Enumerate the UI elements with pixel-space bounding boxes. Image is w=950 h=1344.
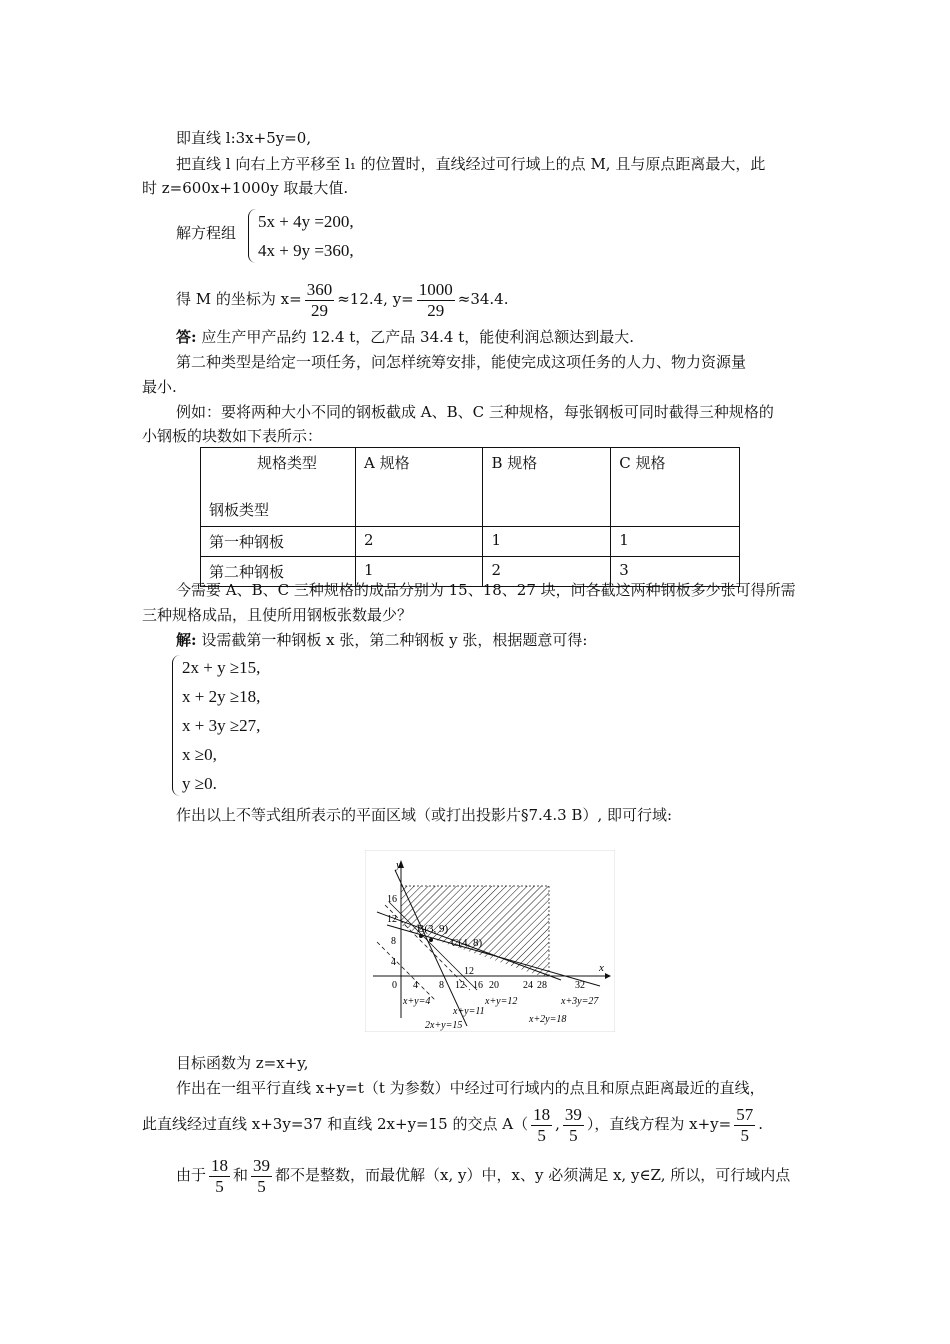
x-tick: 8: [439, 980, 444, 991]
corner-cell: [201, 448, 356, 527]
example-line: 例如：要将两种大小不同的钢板截成 A、B、C 三种规格，每张钢板可同时截得三种规格的: [176, 403, 774, 421]
header-b: B 规格: [483, 448, 611, 527]
equation-row: 4x + 9y =360,: [258, 241, 354, 260]
y-axis-label: y: [396, 859, 401, 871]
denominator: 5: [251, 1176, 272, 1197]
region-line: 作出以上不等式组所表示的平面区域（或打出投影片§7.4.3 B）, 即可行域:: [176, 806, 673, 824]
cell-a: 1: [356, 557, 483, 587]
example-cont: 小钢板的块数如下表所示：: [142, 427, 323, 445]
fraction-ax: [531, 1105, 552, 1146]
type2-line: 第二种类型是给定一项任务，问怎样统筹安排，能使完成这项任务的人力、物力资源量: [176, 353, 747, 371]
equation-row: 5x + 4y =200,: [258, 212, 354, 231]
y-tick: 4: [391, 957, 396, 968]
integer-prefix: 由于: [176, 1166, 207, 1184]
line-label: x+y=12: [485, 996, 518, 1007]
numerator: 39: [564, 1104, 582, 1124]
line-equation-text: ），直线方程为 x+y=: [586, 1115, 732, 1133]
header-c: C 规格: [611, 448, 740, 527]
numerator: 39: [253, 1155, 271, 1175]
cell-b: 2: [483, 557, 611, 587]
denominator: 5: [209, 1176, 230, 1197]
need-cont: 三种规格成品，且使所用钢板张数最少？: [142, 606, 413, 624]
inequality-system: [172, 653, 260, 798]
solve-label: 解方程组: [176, 224, 237, 242]
cell-c: 3: [611, 557, 740, 587]
fraction-x: [305, 280, 335, 321]
x-tick: 4: [413, 980, 418, 991]
para-translate: 把直线 l 向右上方平移至 l₁ 的位置时，直线经过可行域上的点 M, 且与原点距离最大，此: [176, 155, 766, 173]
intersection-line: 此直线经过直线 x+3y=37 和直线 2x+y=15 的交点 A（ $\frac{18}{5}$ , $\frac{39}{5}$ ），直线方程为 x+y= $\frac{57}{5}$ .: [142, 1104, 763, 1145]
m-x-approx: ≈12.4, y=: [337, 290, 414, 308]
row-name: 第一种钢板: [201, 527, 356, 557]
para-translate-cont: 时 z=600x+1000y 取最大值.: [142, 179, 349, 197]
fraction-y: [417, 280, 455, 321]
denominator: 29: [305, 300, 335, 321]
inequality-row: y ≥0.: [182, 774, 217, 793]
origin-label: 0: [392, 980, 397, 991]
y-tick: 16: [387, 894, 397, 905]
table-row: [201, 527, 740, 557]
numerator: 18: [211, 1155, 229, 1175]
type2-cont: 最小.: [142, 378, 177, 396]
x-tick: 24: [523, 980, 533, 991]
line-x-y-4: [377, 942, 435, 1000]
inequality-row: x ≥0,: [182, 745, 217, 764]
numerator: 1000: [418, 279, 453, 299]
fraction-eq: [734, 1105, 755, 1146]
solution-text: 设需截第一种钢板 x 张，第二种钢板 y 张，根据题意可得:: [201, 631, 588, 649]
header-a: A 规格: [356, 448, 483, 527]
line-label: x+y=4: [403, 996, 431, 1007]
m-coordinate-line: [176, 276, 509, 322]
fraction-18-5: [209, 1156, 230, 1197]
objective-line: 目标函数为 z=x+y,: [176, 1054, 309, 1072]
x-tick: 28: [537, 980, 547, 991]
cell-b: 1: [483, 527, 611, 557]
answer-line: [176, 327, 634, 347]
y-tick: 8: [391, 936, 396, 947]
inequality-row: x + 3y ≥27,: [182, 716, 261, 735]
line-label: x+y=11: [453, 1006, 485, 1017]
fraction-39-5: [251, 1156, 272, 1197]
line-label: x+2y=18: [529, 1014, 567, 1025]
intersection-text: 此直线经过直线 x+3y=37 和直线 2x+y=15 的交点 A（: [142, 1115, 529, 1133]
integer-mid: 和: [233, 1166, 249, 1184]
solution-label: 解:: [176, 631, 197, 649]
x-tick: 12: [455, 980, 465, 991]
denominator: 5: [734, 1125, 755, 1146]
equation-system-1: [248, 207, 354, 265]
denominator: 29: [417, 300, 455, 321]
point-b-label: B(3, 9): [417, 923, 449, 935]
parallel-line: 作出在一组平行直线 x+y=t（t 为参数）中经过可行域内的点且和原点距离最近的直线，: [176, 1079, 765, 1097]
spec-table: [200, 447, 740, 587]
denominator: 5: [531, 1125, 552, 1146]
inequality-row: x + 2y ≥18,: [182, 687, 261, 706]
feasible-region-figure: [365, 850, 615, 1032]
table-header-row: [201, 448, 740, 527]
row-name: 第二种钢板: [201, 557, 356, 587]
left-brace: [172, 655, 181, 796]
x-axis-label: x: [599, 962, 604, 974]
numerator: 57: [736, 1104, 754, 1124]
cell-c: 1: [611, 527, 740, 557]
solution-line: [176, 630, 587, 650]
x-tick: 32: [575, 980, 585, 991]
y-tick: 12: [387, 914, 397, 925]
para-line-l: 即直线 l:3x+5y=0,: [176, 129, 312, 147]
left-brace: [248, 209, 257, 263]
x-tick: 20: [489, 980, 499, 991]
fraction-ay: [563, 1105, 584, 1146]
numerator: 360: [306, 279, 333, 299]
integer-text: 都不是整数，而最优解（x, y）中，x、y 必须满足 x, y∈Z, 所以，可行域内点: [275, 1166, 791, 1184]
need-line: 今需要 A、B、C 三种规格的成品分别为 15、18、27 块，问各截这两种钢板多少张可得所需: [176, 581, 796, 599]
x-axis-arrow: [605, 973, 611, 979]
answer-label: 答:: [176, 328, 197, 346]
line-label: 2x+y=15: [425, 1020, 463, 1031]
cell-a: 2: [356, 527, 483, 557]
x-tick: 16: [473, 980, 483, 991]
denominator: 5: [563, 1125, 584, 1146]
point-c-marker: [429, 938, 433, 942]
line-label: x+3y=27: [561, 996, 599, 1007]
m-coord-prefix: 得 M 的坐标为 x=: [176, 290, 302, 308]
corner-bottom-label: 钢板类型: [209, 501, 270, 519]
numerator: 18: [533, 1104, 551, 1124]
corner-top-label: 规格类型: [257, 454, 318, 472]
label-12: 12: [464, 966, 474, 977]
m-y-approx: ≈34.4.: [457, 290, 509, 308]
point-c-label: C(4, 8): [451, 937, 483, 949]
answer-text: 应生产甲产品约 12.4 t，乙产品 34.4 t，能使利润总额达到最大.: [201, 328, 635, 346]
integer-line: [176, 1152, 790, 1198]
inequality-row: 2x + y ≥15,: [182, 658, 261, 677]
